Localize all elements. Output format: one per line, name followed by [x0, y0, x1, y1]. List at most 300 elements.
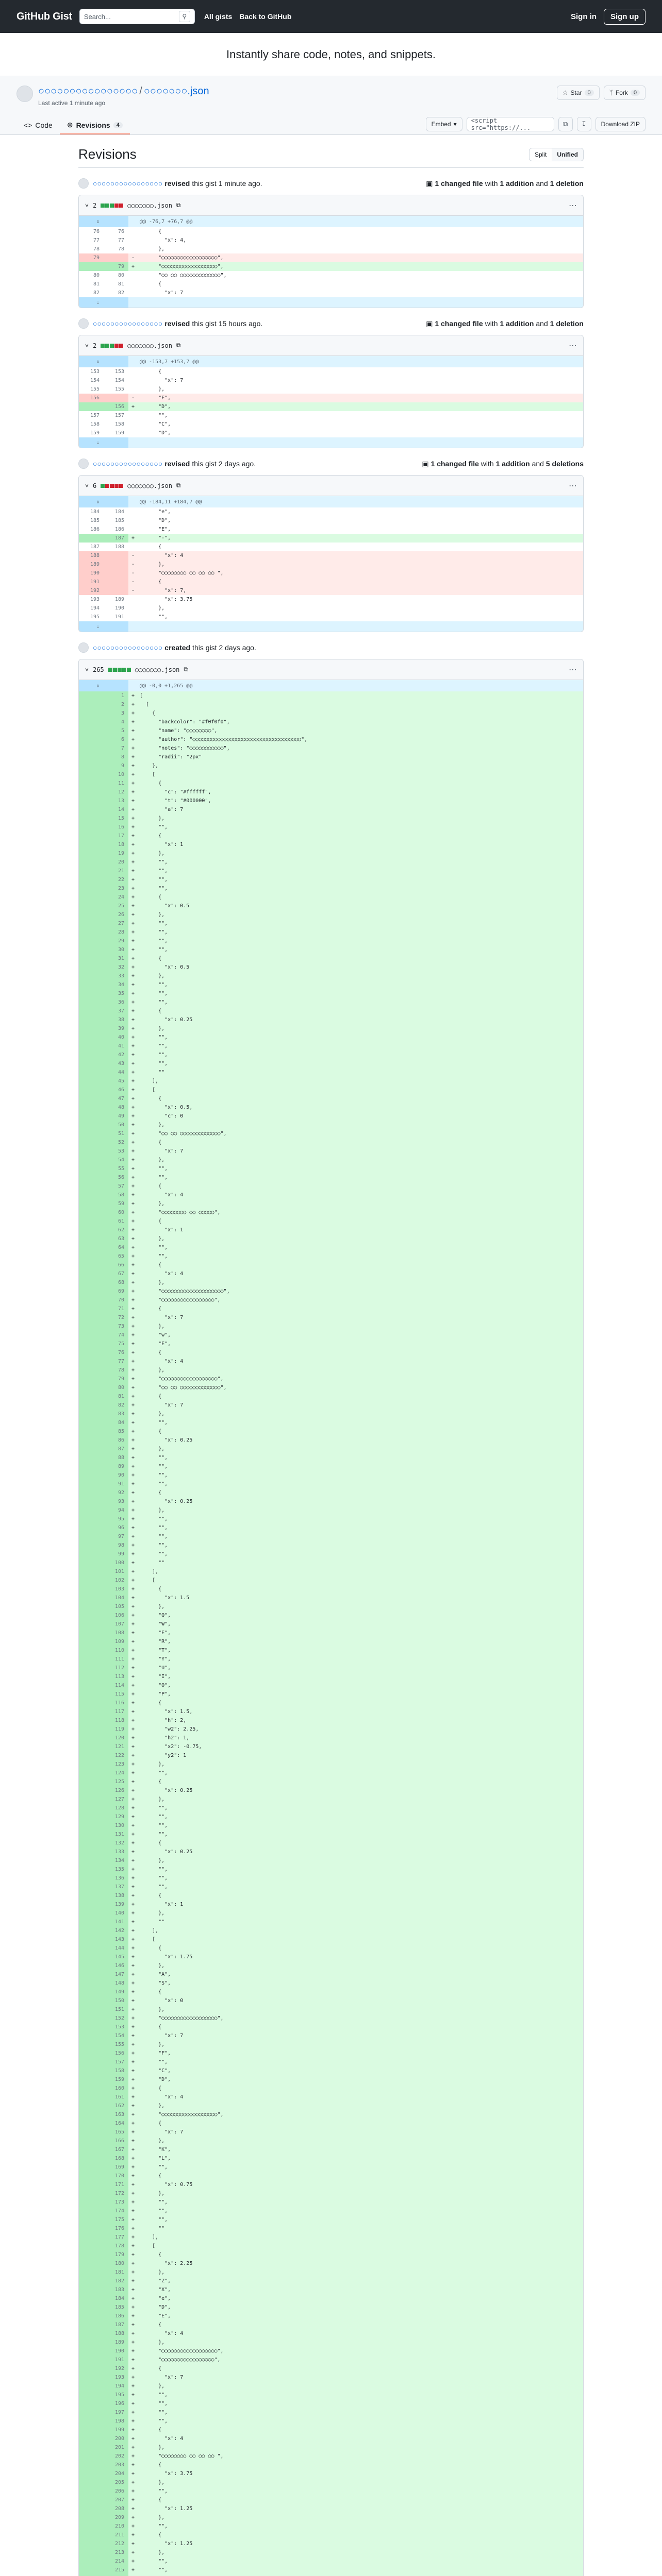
- old-line-number[interactable]: [79, 1042, 104, 1050]
- old-line-number[interactable]: [79, 1024, 104, 1033]
- old-line-number[interactable]: [79, 972, 104, 980]
- old-line-number[interactable]: [79, 1269, 104, 1278]
- old-line-number[interactable]: [79, 937, 104, 945]
- new-line-number[interactable]: 188: [104, 2329, 128, 2338]
- old-line-number[interactable]: [79, 1164, 104, 1173]
- new-line-number[interactable]: 109: [104, 1637, 128, 1646]
- new-line-number[interactable]: 200: [104, 2434, 128, 2443]
- old-line-number[interactable]: [79, 1208, 104, 1217]
- new-line-number[interactable]: 186: [114, 527, 124, 532]
- new-line-number[interactable]: 62: [104, 1226, 128, 1234]
- old-line-number[interactable]: [79, 1138, 104, 1147]
- old-line-number[interactable]: 78: [93, 246, 100, 252]
- old-line-number[interactable]: 192: [79, 586, 104, 595]
- new-line-number[interactable]: 164: [104, 2119, 128, 2128]
- new-line-number[interactable]: 117: [104, 1707, 128, 1716]
- desktop-download-icon[interactable]: ↧: [577, 117, 591, 131]
- old-line-number[interactable]: [79, 928, 104, 937]
- new-line-number[interactable]: 140: [104, 1909, 128, 1918]
- old-line-number[interactable]: [79, 1462, 104, 1471]
- old-line-number[interactable]: [79, 1926, 104, 1935]
- new-line-number[interactable]: 81: [104, 1392, 128, 1401]
- old-line-number[interactable]: [79, 1786, 104, 1795]
- new-line-number[interactable]: 69: [104, 1287, 128, 1296]
- new-line-number[interactable]: 188: [114, 544, 124, 550]
- old-line-number[interactable]: [79, 1191, 104, 1199]
- new-line-number[interactable]: 179: [104, 2250, 128, 2259]
- old-line-number[interactable]: [79, 1558, 104, 1567]
- new-line-number[interactable]: 131: [104, 1830, 128, 1839]
- new-line-number[interactable]: 155: [104, 2040, 128, 2049]
- new-line-number[interactable]: 66: [104, 1261, 128, 1269]
- new-line-number[interactable]: 129: [104, 1812, 128, 1821]
- new-line-number[interactable]: 185: [104, 2303, 128, 2312]
- old-line-number[interactable]: [79, 735, 104, 744]
- old-line-number[interactable]: 187: [90, 544, 100, 550]
- new-line-number[interactable]: 21: [104, 867, 128, 875]
- old-line-number[interactable]: [79, 1182, 104, 1191]
- new-line-number[interactable]: 102: [104, 1576, 128, 1585]
- new-line-number[interactable]: 37: [104, 1007, 128, 1015]
- new-line-number[interactable]: 53: [104, 1147, 128, 1156]
- new-line-number[interactable]: 45: [104, 1077, 128, 1086]
- old-line-number[interactable]: [79, 1655, 104, 1664]
- old-line-number[interactable]: [79, 1033, 104, 1042]
- old-line-number[interactable]: [79, 1996, 104, 2005]
- new-line-number[interactable]: 87: [104, 1445, 128, 1453]
- old-line-number[interactable]: [79, 700, 104, 709]
- old-line-number[interactable]: [79, 2417, 104, 2426]
- split-view-button[interactable]: Split: [534, 150, 547, 158]
- revision-author-link[interactable]: ○○○○○○○○○○○○○○○○: [93, 179, 163, 188]
- old-line-number[interactable]: [79, 2347, 104, 2355]
- new-line-number[interactable]: 95: [104, 1515, 128, 1523]
- new-line-number[interactable]: 82: [118, 290, 124, 296]
- copy-icon[interactable]: ⧉: [184, 666, 188, 673]
- old-line-number[interactable]: [79, 1725, 104, 1734]
- brand-logo[interactable]: GitHub Gist: [16, 10, 72, 22]
- old-line-number[interactable]: [79, 1147, 104, 1156]
- old-line-number[interactable]: [79, 1646, 104, 1655]
- new-line-number[interactable]: 111: [104, 1655, 128, 1664]
- new-line-number[interactable]: 75: [104, 1340, 128, 1348]
- new-line-number[interactable]: 18: [104, 840, 128, 849]
- old-line-number[interactable]: [79, 1664, 104, 1672]
- new-line-number[interactable]: 103: [104, 1585, 128, 1594]
- old-line-number[interactable]: [79, 2522, 104, 2531]
- new-line-number[interactable]: 14: [104, 805, 128, 814]
- old-line-number[interactable]: [79, 1637, 104, 1646]
- new-line-number[interactable]: 108: [104, 1629, 128, 1637]
- old-line-number[interactable]: [79, 1410, 104, 1418]
- old-line-number[interactable]: 191: [79, 578, 104, 586]
- new-line-number[interactable]: 82: [104, 1401, 128, 1410]
- old-line-number[interactable]: [79, 2180, 104, 2189]
- new-line-number[interactable]: 8: [104, 753, 128, 761]
- new-line-number[interactable]: 5: [104, 726, 128, 735]
- old-line-number[interactable]: 80: [93, 273, 100, 278]
- old-line-number[interactable]: [79, 2566, 104, 2574]
- new-line-number[interactable]: 49: [104, 1112, 128, 1121]
- old-line-number[interactable]: 81: [93, 281, 100, 287]
- embed-select[interactable]: [426, 117, 462, 131]
- old-line-number[interactable]: [79, 1217, 104, 1226]
- expand-icon[interactable]: ⇕: [79, 496, 104, 507]
- avatar[interactable]: [16, 86, 33, 102]
- new-line-number[interactable]: 207: [104, 2496, 128, 2504]
- new-line-number[interactable]: 198: [104, 2417, 128, 2426]
- gist-owner-link[interactable]: ○○○○○○○○○○○○○○○○: [38, 86, 138, 97]
- old-line-number[interactable]: [79, 1523, 104, 1532]
- new-line-number[interactable]: 7: [104, 744, 128, 753]
- old-line-number[interactable]: [79, 1436, 104, 1445]
- new-line-number[interactable]: [104, 586, 128, 595]
- search-icon[interactable]: ⚲: [179, 11, 190, 22]
- new-line-number[interactable]: 99: [104, 1550, 128, 1558]
- old-line-number[interactable]: [79, 2224, 104, 2233]
- old-line-number[interactable]: [79, 1480, 104, 1488]
- old-line-number[interactable]: 82: [93, 290, 100, 296]
- new-line-number[interactable]: 203: [104, 2461, 128, 2469]
- old-line-number[interactable]: [79, 1576, 104, 1585]
- chevron-down-icon[interactable]: ˅: [85, 201, 89, 209]
- new-line-number[interactable]: 47: [104, 1094, 128, 1103]
- old-line-number[interactable]: [79, 2031, 104, 2040]
- new-line-number[interactable]: 201: [104, 2443, 128, 2452]
- new-line-number[interactable]: 122: [104, 1751, 128, 1760]
- old-line-number[interactable]: 188: [79, 551, 104, 560]
- old-line-number[interactable]: [79, 1550, 104, 1558]
- new-line-number[interactable]: 158: [114, 421, 124, 427]
- old-line-number[interactable]: [79, 2531, 104, 2539]
- new-line-number[interactable]: 107: [104, 1620, 128, 1629]
- old-line-number[interactable]: [79, 823, 104, 832]
- kebab-horizontal-icon[interactable]: ⋯: [569, 201, 577, 210]
- new-line-number[interactable]: 174: [104, 2207, 128, 2215]
- new-line-number[interactable]: 27: [104, 919, 128, 928]
- new-line-number[interactable]: 114: [104, 1681, 128, 1690]
- new-line-number[interactable]: 208: [104, 2504, 128, 2513]
- old-line-number[interactable]: [79, 858, 104, 867]
- new-line-number[interactable]: 51: [104, 1129, 128, 1138]
- new-line-number[interactable]: 6: [104, 735, 128, 744]
- new-line-number[interactable]: 153: [114, 369, 124, 375]
- new-line-number[interactable]: 89: [104, 1462, 128, 1471]
- new-line-number[interactable]: 73: [104, 1322, 128, 1331]
- old-line-number[interactable]: [79, 1121, 104, 1129]
- old-line-number[interactable]: [79, 753, 104, 761]
- old-line-number[interactable]: [79, 1716, 104, 1725]
- old-line-number[interactable]: [79, 1856, 104, 1865]
- new-line-number[interactable]: 88: [104, 1453, 128, 1462]
- new-line-number[interactable]: 101: [104, 1567, 128, 1576]
- old-line-number[interactable]: 154: [90, 378, 100, 383]
- new-line-number[interactable]: 77: [118, 238, 124, 243]
- new-line-number[interactable]: 205: [104, 2478, 128, 2487]
- chevron-down-icon[interactable]: ˅: [85, 482, 89, 489]
- new-line-number[interactable]: 17: [104, 832, 128, 840]
- new-line-number[interactable]: 29: [104, 937, 128, 945]
- old-line-number[interactable]: [79, 2320, 104, 2329]
- old-line-number[interactable]: [79, 2145, 104, 2154]
- new-line-number[interactable]: 58: [104, 1191, 128, 1199]
- old-line-number[interactable]: [79, 2452, 104, 2461]
- old-line-number[interactable]: 195: [90, 614, 100, 620]
- new-line-number[interactable]: 189: [104, 2338, 128, 2347]
- old-line-number[interactable]: [79, 1830, 104, 1839]
- old-line-number[interactable]: [79, 2137, 104, 2145]
- old-line-number[interactable]: [79, 726, 104, 735]
- expand-down-icon[interactable]: ⇣: [79, 621, 104, 632]
- new-line-number[interactable]: 175: [104, 2215, 128, 2224]
- avatar[interactable]: [78, 318, 89, 329]
- new-line-number[interactable]: [104, 394, 128, 402]
- old-line-number[interactable]: [79, 1497, 104, 1506]
- old-line-number[interactable]: [79, 2355, 104, 2364]
- old-line-number[interactable]: [79, 2504, 104, 2513]
- old-line-number[interactable]: [79, 1226, 104, 1234]
- new-line-number[interactable]: 183: [104, 2285, 128, 2294]
- old-line-number[interactable]: [79, 980, 104, 989]
- old-line-number[interactable]: [79, 2461, 104, 2469]
- old-line-number[interactable]: [79, 2277, 104, 2285]
- old-line-number[interactable]: [79, 1611, 104, 1620]
- new-line-number[interactable]: 12: [104, 788, 128, 796]
- old-line-number[interactable]: 158: [90, 421, 100, 427]
- new-line-number[interactable]: 160: [104, 2084, 128, 2093]
- star-button[interactable]: [557, 86, 600, 100]
- file-name[interactable]: ○○○○○○○.json: [127, 342, 172, 349]
- old-line-number[interactable]: [79, 1322, 104, 1331]
- new-line-number[interactable]: 197: [104, 2408, 128, 2417]
- old-line-number[interactable]: [79, 1585, 104, 1594]
- new-line-number[interactable]: 57: [104, 1182, 128, 1191]
- old-line-number[interactable]: [79, 1681, 104, 1690]
- new-line-number[interactable]: 154: [104, 2031, 128, 2040]
- new-line-number[interactable]: 24: [104, 893, 128, 902]
- new-line-number[interactable]: 65: [104, 1252, 128, 1261]
- old-line-number[interactable]: [79, 2154, 104, 2163]
- new-line-number[interactable]: 162: [104, 2102, 128, 2110]
- old-line-number[interactable]: [79, 2075, 104, 2084]
- old-line-number[interactable]: [79, 2364, 104, 2373]
- new-line-number[interactable]: 157: [104, 2058, 128, 2066]
- new-line-number[interactable]: 194: [104, 2382, 128, 2391]
- old-line-number[interactable]: [79, 832, 104, 840]
- old-line-number[interactable]: [79, 1304, 104, 1313]
- old-line-number[interactable]: [79, 840, 104, 849]
- new-line-number[interactable]: 48: [104, 1103, 128, 1112]
- old-line-number[interactable]: [79, 1777, 104, 1786]
- tab-code[interactable]: [16, 117, 60, 134]
- new-line-number[interactable]: 125: [104, 1777, 128, 1786]
- fork-button[interactable]: [604, 86, 646, 100]
- new-line-number[interactable]: 139: [104, 1900, 128, 1909]
- new-line-number[interactable]: 46: [104, 1086, 128, 1094]
- old-line-number[interactable]: [79, 1594, 104, 1602]
- old-line-number[interactable]: [79, 963, 104, 972]
- old-line-number[interactable]: [79, 1427, 104, 1436]
- new-line-number[interactable]: 2: [104, 700, 128, 709]
- new-line-number[interactable]: 143: [104, 1935, 128, 1944]
- new-line-number[interactable]: 202: [104, 2452, 128, 2461]
- new-line-number[interactable]: 100: [104, 1558, 128, 1567]
- old-line-number[interactable]: [79, 1804, 104, 1812]
- new-line-number[interactable]: 16: [104, 823, 128, 832]
- new-line-number[interactable]: 50: [104, 1121, 128, 1129]
- old-line-number[interactable]: [79, 1769, 104, 1777]
- old-line-number[interactable]: [79, 910, 104, 919]
- new-line-number[interactable]: 169: [104, 2163, 128, 2172]
- new-line-number[interactable]: 1: [104, 691, 128, 700]
- old-line-number[interactable]: 76: [93, 229, 100, 234]
- copy-icon[interactable]: ⧉: [558, 117, 573, 131]
- old-line-number[interactable]: [79, 2496, 104, 2504]
- old-line-number[interactable]: [79, 2329, 104, 2338]
- new-line-number[interactable]: 146: [104, 1961, 128, 1970]
- old-line-number[interactable]: [79, 1629, 104, 1637]
- avatar[interactable]: [78, 642, 89, 653]
- old-line-number[interactable]: [79, 761, 104, 770]
- old-line-number[interactable]: [79, 709, 104, 718]
- old-line-number[interactable]: [79, 875, 104, 884]
- new-line-number[interactable]: 40: [104, 1033, 128, 1042]
- new-line-number[interactable]: 20: [104, 858, 128, 867]
- old-line-number[interactable]: [79, 919, 104, 928]
- new-line-number[interactable]: 41: [104, 1042, 128, 1050]
- new-line-number[interactable]: 159: [104, 2075, 128, 2084]
- old-line-number[interactable]: 157: [90, 413, 100, 418]
- new-line-number[interactable]: 176: [104, 2224, 128, 2233]
- new-line-number[interactable]: 19: [104, 849, 128, 858]
- new-line-number[interactable]: [104, 578, 128, 586]
- new-line-number[interactable]: 167: [104, 2145, 128, 2154]
- new-line-number[interactable]: 63: [104, 1234, 128, 1243]
- old-line-number[interactable]: [79, 1488, 104, 1497]
- old-line-number[interactable]: [79, 788, 104, 796]
- old-line-number[interactable]: [79, 1848, 104, 1856]
- new-line-number[interactable]: 84: [104, 1418, 128, 1427]
- old-line-number[interactable]: 193: [90, 597, 100, 602]
- old-line-number[interactable]: [79, 1812, 104, 1821]
- old-line-number[interactable]: [79, 2373, 104, 2382]
- new-line-number[interactable]: 153: [104, 2023, 128, 2031]
- old-line-number[interactable]: [79, 1532, 104, 1541]
- old-line-number[interactable]: [79, 1953, 104, 1961]
- old-line-number[interactable]: [79, 2049, 104, 2058]
- new-line-number[interactable]: 123: [104, 1760, 128, 1769]
- new-line-number[interactable]: 189: [114, 597, 124, 602]
- new-line-number[interactable]: 76: [104, 1348, 128, 1357]
- old-line-number[interactable]: 153: [90, 369, 100, 375]
- avatar[interactable]: [78, 459, 89, 469]
- old-line-number[interactable]: [79, 1418, 104, 1427]
- old-line-number[interactable]: [79, 902, 104, 910]
- new-line-number[interactable]: 70: [104, 1296, 128, 1304]
- tab-revisions[interactable]: [60, 116, 130, 134]
- old-line-number[interactable]: [79, 1243, 104, 1252]
- new-line-number[interactable]: 4: [104, 718, 128, 726]
- old-line-number[interactable]: [79, 2207, 104, 2215]
- new-line-number[interactable]: 187: [104, 2320, 128, 2329]
- old-line-number[interactable]: [79, 1287, 104, 1296]
- old-line-number[interactable]: 155: [90, 386, 100, 392]
- new-line-number[interactable]: 32: [104, 963, 128, 972]
- old-line-number[interactable]: [79, 1199, 104, 1208]
- new-line-number[interactable]: 42: [104, 1050, 128, 1059]
- old-line-number[interactable]: [79, 2005, 104, 2014]
- new-line-number[interactable]: 10: [104, 770, 128, 779]
- kebab-horizontal-icon[interactable]: ⋯: [569, 341, 577, 350]
- old-line-number[interactable]: [79, 1112, 104, 1121]
- new-line-number[interactable]: 137: [104, 1883, 128, 1891]
- expand-down-icon[interactable]: ⇣: [79, 297, 104, 308]
- new-line-number[interactable]: 34: [104, 980, 128, 989]
- new-line-number[interactable]: 83: [104, 1410, 128, 1418]
- new-line-number[interactable]: 116: [104, 1699, 128, 1707]
- new-line-number[interactable]: 120: [104, 1734, 128, 1742]
- chevron-down-icon[interactable]: ˅: [85, 666, 89, 673]
- new-line-number[interactable]: 130: [104, 1821, 128, 1830]
- new-line-number[interactable]: 135: [104, 1865, 128, 1874]
- old-line-number[interactable]: [79, 1883, 104, 1891]
- new-line-number[interactable]: 98: [104, 1541, 128, 1550]
- old-line-number[interactable]: [79, 1602, 104, 1611]
- old-line-number[interactable]: [79, 2294, 104, 2303]
- old-line-number[interactable]: [79, 2426, 104, 2434]
- old-line-number[interactable]: [79, 1821, 104, 1830]
- old-line-number[interactable]: [79, 805, 104, 814]
- nav-all-gists[interactable]: All gists: [204, 12, 233, 21]
- new-line-number[interactable]: [104, 253, 128, 262]
- old-line-number[interactable]: [79, 1340, 104, 1348]
- new-line-number[interactable]: 26: [104, 910, 128, 919]
- old-line-number[interactable]: [79, 2469, 104, 2478]
- old-line-number[interactable]: [79, 2303, 104, 2312]
- new-line-number[interactable]: 193: [104, 2373, 128, 2382]
- old-line-number[interactable]: [79, 1278, 104, 1287]
- new-line-number[interactable]: 44: [104, 1068, 128, 1077]
- new-line-number[interactable]: 156: [104, 2049, 128, 2058]
- new-line-number[interactable]: 72: [104, 1313, 128, 1322]
- new-line-number[interactable]: 150: [104, 1996, 128, 2005]
- old-line-number[interactable]: [79, 2242, 104, 2250]
- old-line-number[interactable]: [79, 2268, 104, 2277]
- new-line-number[interactable]: 94: [104, 1506, 128, 1515]
- old-line-number[interactable]: [79, 1252, 104, 1261]
- old-line-number[interactable]: [79, 691, 104, 700]
- new-line-number[interactable]: 157: [114, 413, 124, 418]
- new-line-number[interactable]: 11: [104, 779, 128, 788]
- embed-url-input[interactable]: <script src="https://...: [467, 117, 554, 131]
- new-line-number[interactable]: 80: [104, 1383, 128, 1392]
- old-line-number[interactable]: [79, 2312, 104, 2320]
- new-line-number[interactable]: 36: [104, 998, 128, 1007]
- new-line-number[interactable]: 61: [104, 1217, 128, 1226]
- new-line-number[interactable]: 155: [114, 386, 124, 392]
- old-line-number[interactable]: [79, 2391, 104, 2399]
- new-line-number[interactable]: 195: [104, 2391, 128, 2399]
- old-line-number[interactable]: [79, 2014, 104, 2023]
- new-line-number[interactable]: 215: [104, 2566, 128, 2574]
- old-line-number[interactable]: [79, 2233, 104, 2242]
- new-line-number[interactable]: 97: [104, 1532, 128, 1541]
- old-line-number[interactable]: [79, 1918, 104, 1926]
- new-line-number[interactable]: 33: [104, 972, 128, 980]
- old-line-number[interactable]: [79, 1156, 104, 1164]
- old-line-number[interactable]: 156: [79, 394, 104, 402]
- unified-view-button[interactable]: Unified: [552, 148, 583, 161]
